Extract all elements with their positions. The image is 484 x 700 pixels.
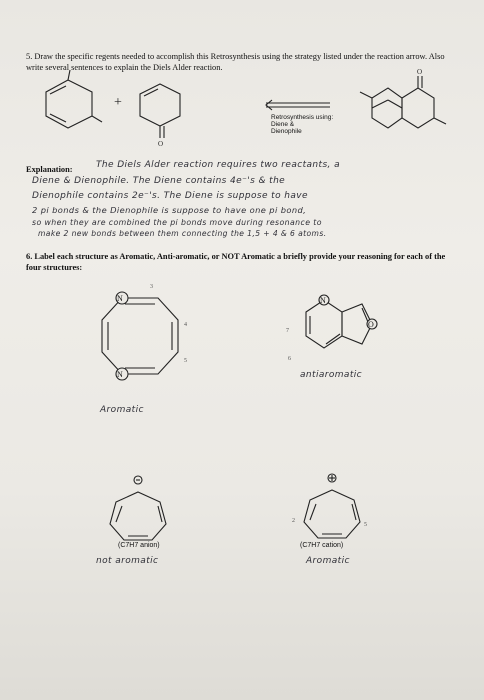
structure-1-answer: Aromatic xyxy=(100,405,144,415)
svg-text:O: O xyxy=(417,68,423,76)
svg-text:O: O xyxy=(368,320,374,329)
svg-text:5: 5 xyxy=(364,522,367,528)
explanation-line-1: The Diels Alder reaction requires two reactants, a xyxy=(96,160,340,170)
explanation-line-4: 2 pi bonds & the Dienophile is suppose to have one pi bond, xyxy=(32,205,307,215)
svg-text:N: N xyxy=(117,294,123,303)
svg-text:4: 4 xyxy=(184,322,187,328)
arrow-label-line-3: Dienophile xyxy=(271,128,302,135)
explanation-label: Explanation: xyxy=(26,165,73,174)
explanation-line-6: make 2 new bonds between them connecting the 1,5 + 4 & 6 atoms. xyxy=(38,229,327,238)
svg-text:5: 5 xyxy=(184,358,187,364)
svg-text:N: N xyxy=(320,296,326,305)
svg-text:6: 6 xyxy=(288,356,291,362)
question-6-text: 6. Label each structure as Aromatic, Anti-aromatic, or NOT Aromatic a briefly provide your reasoning for each of the four structures: xyxy=(26,252,446,272)
structure-4-caption: (C7H7 cation) xyxy=(300,542,344,549)
diene-dienophile-sketch xyxy=(40,76,200,156)
structure-1-diazocine xyxy=(92,284,202,392)
structure-2-fused-heterocycle xyxy=(288,290,398,370)
structure-4-tropylium-cation xyxy=(292,474,376,544)
explanation-line-2: Diene & Dienophile. The Diene contains 4e⁻'s & the xyxy=(32,176,286,186)
structure-3-answer: not aromatic xyxy=(96,556,159,566)
explanation-line-3: Dienophile contains 2e⁻'s. The Diene is suppose to have xyxy=(32,191,308,201)
explanation-line-5: so when they are combined the pi bonds move during resonance to xyxy=(32,218,322,227)
svg-text:O: O xyxy=(158,140,164,148)
structure-3-tropylium-anion xyxy=(102,476,182,546)
svg-text:N: N xyxy=(117,370,123,379)
arrow-label-line-1: Retrosynthesis using: xyxy=(271,114,334,121)
bicyclic-product-structure xyxy=(350,68,460,148)
arrow-label-line-2: Diene & xyxy=(271,121,295,128)
svg-text:+: + xyxy=(114,95,122,110)
svg-text:7: 7 xyxy=(286,328,289,334)
retrosynthesis-arrow xyxy=(266,100,336,112)
structure-2-answer: antiaromatic xyxy=(300,370,363,380)
svg-text:2: 2 xyxy=(292,518,295,524)
structure-4-answer: Aromatic xyxy=(306,556,350,566)
structure-3-caption: (C7H7 anion) xyxy=(118,542,160,549)
svg-text:3: 3 xyxy=(150,284,153,290)
question-5-text: 5. Draw the specific regents needed to accomplish this Retrosynthesis using the strategy listed under the reaction arrow. Also write several sentences to explain the Diels Alder reaction. xyxy=(26,52,445,72)
